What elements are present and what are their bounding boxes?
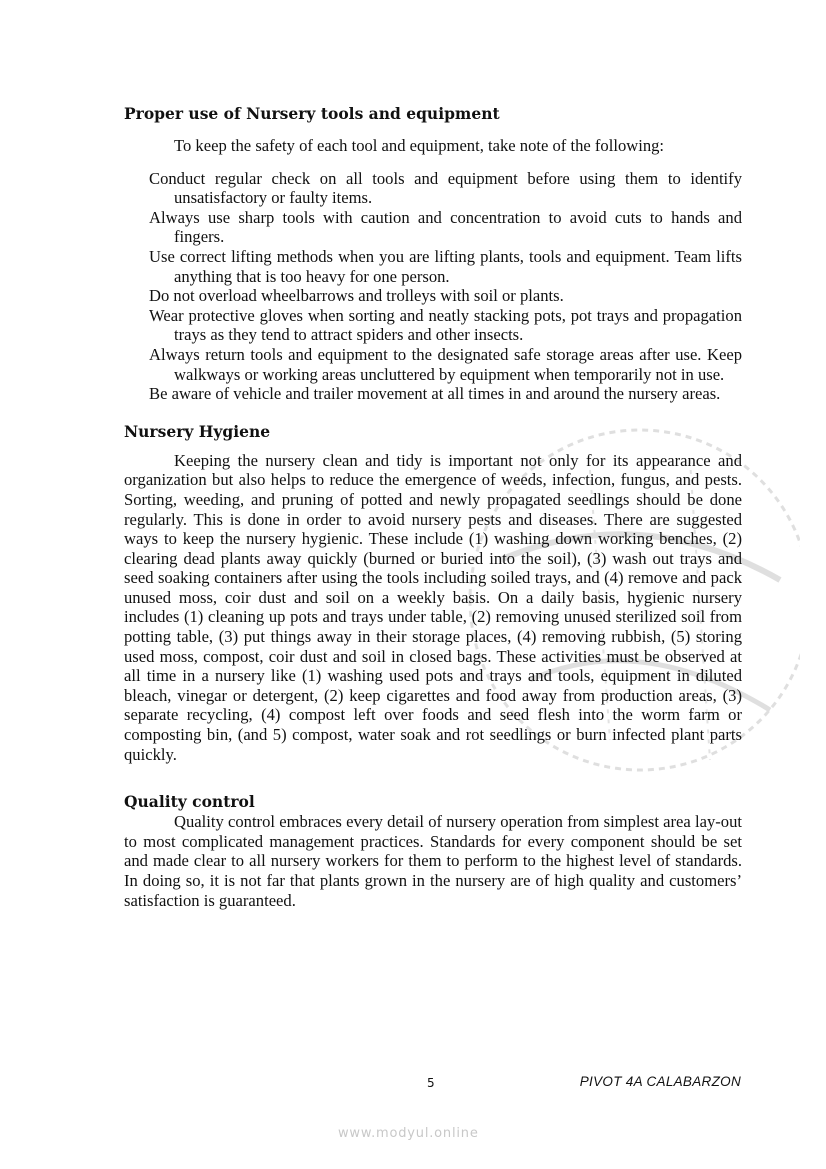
publisher-label: PIVOT 4A CALABARZON <box>579 1074 741 1089</box>
section-heading: Nursery Hygiene <box>124 421 271 441</box>
page-number: 5 <box>427 1076 435 1090</box>
list-item: Do not overload wheelbarrows and trolleys with soil or plants. <box>149 286 564 306</box>
safety-tips-list <box>124 169 742 404</box>
section-paragraph: Keeping the nursery clean and tidy is important not only for its appearance and organization but also helps to reduce the emergence of weeds, infection, fungus, and pests. Sorting, weeding, and pruning of potted and newly propagated seedlings should be done regularly. This is done in order to avoid nursery pests and diseases. There are suggested ways to keep the nursery hygienic. These include (1) washing down working benches, (2) clearing dead plants away quickly (burned or buried into the soil), (3) wash out trays and seed soaking containers after using the tools including soiled trays, and (4) remove and pack unused moss, coir dust and soil on a weekly basis. On a daily basis, hygienic nursery includes (1) cleaning up pots and trays under table, (2) removing unused sterilized soil from potting table, (3) put things away in their storage places, (4) removing rubbish, (5) storing used moss, compost, coir dust and soil in closed bags. These activities must be observed at all time in a nursery like (1) washing used pots and trays and tools, equipment in diluted bleach, vinegar or detergent, (2) keep cigarettes and food away from production areas, (3) separate recycling, (4) compost left over foods and seed flesh into the worm farm or composting bin, (and 5) compost, water soak and rot seedlings or burn infected plant parts quickly. <box>124 450 742 764</box>
section-intro: To keep the safety of each tool and equipment, take note of the following: <box>174 136 665 155</box>
list-item: Always use sharp tools with caution and concentration to avoid cuts to hands and fingers. <box>149 207 742 247</box>
list-item: Be aware of vehicle and trailer movement at all times in and around the nursery areas. <box>149 384 721 404</box>
section-paragraph: Quality control embraces every detail of nursery operation from simplest area lay-out to most complicated management practices. Standards for every component should be set and made clear to all nursery workers for them to perform to the highest level of standards. In doing so, it is not far that plants grown in the nursery are of high quality and customers’ satisfaction is guaranteed. <box>124 812 742 910</box>
section-tools <box>124 104 742 404</box>
section-heading: Quality control <box>124 792 255 812</box>
list-item: Use correct lifting methods when you are lifting plants, tools and equipment. Team lifts anything that is too heavy for one person. <box>149 246 742 286</box>
list-item: Conduct regular check on all tools and equipment before using them to identify unsatisfactory or faulty items. <box>149 168 742 208</box>
list-item: Always return tools and equipment to the designated safe storage areas after use. Keep walkways or working areas uncluttered by equipment when temporarily not in use. <box>149 344 742 384</box>
section-quality <box>124 792 742 910</box>
watermark-url: www.modyul.online <box>338 1126 479 1141</box>
section-heading: Proper use of Nursery tools and equipment <box>124 104 500 123</box>
list-item: Wear protective gloves when sorting and neatly stacking pots, pot trays and propagation trays as they tend to attract spiders and other insects. <box>149 305 742 345</box>
section-hygiene <box>124 422 742 765</box>
document-body <box>124 104 742 910</box>
